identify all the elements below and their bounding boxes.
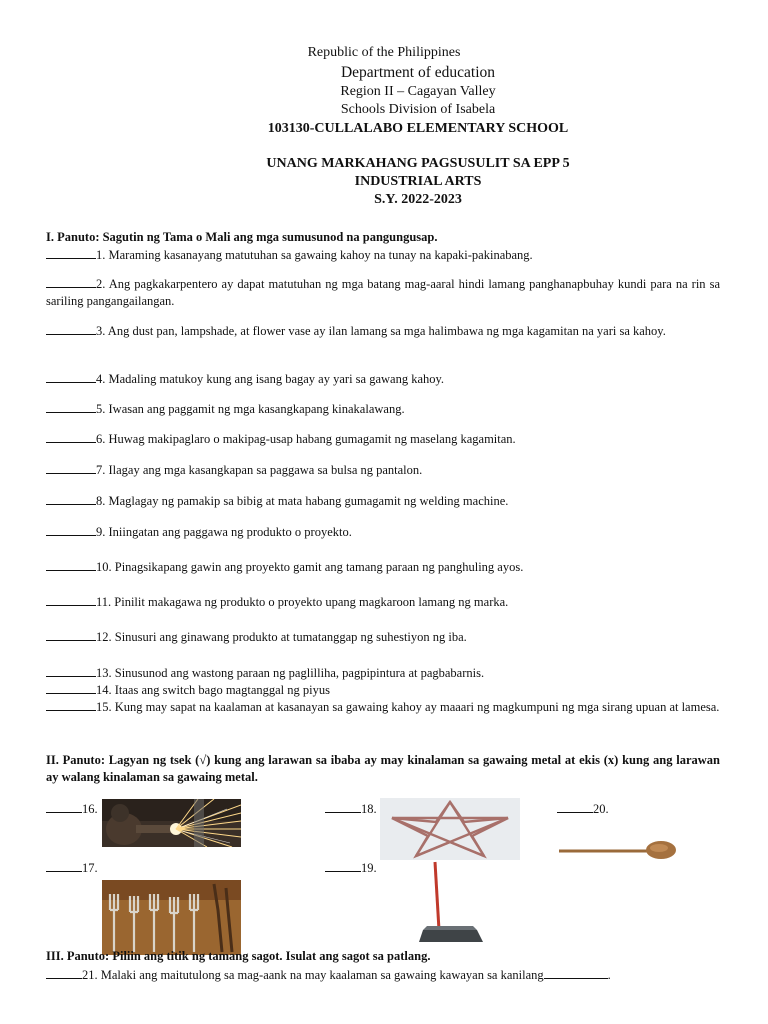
answer-blank[interactable] xyxy=(46,558,96,571)
question-17-label: 17. xyxy=(46,859,98,876)
question-21: 21. Malaki ang maitutulong sa mag-aank na may kaalaman sa gawaing kawayan sa kanilang . xyxy=(46,966,720,984)
question-14: 14. Itaas ang switch bago magtanggal ng piyus xyxy=(46,681,720,699)
answer-blank[interactable] xyxy=(46,966,82,979)
part3-instruction: III. Panuto: Piliin ang titik ng tamang sagot. Isulat ang sagot sa patlang. xyxy=(46,949,431,963)
forks-image xyxy=(102,880,241,955)
question-7: 7. Ilagay ang mga kasangkapan sa paggawa sa bulsa ng pantalon. xyxy=(46,461,720,479)
wooden-spoon-image xyxy=(555,835,680,867)
header-republic: Republic of the Philippines xyxy=(307,45,461,60)
exam-title: UNANG MARKAHANG PAGSUSULIT SA EPP 5 xyxy=(266,156,570,171)
answer-blank[interactable] xyxy=(46,681,96,694)
answer-blank[interactable] xyxy=(46,492,96,505)
answer-blank[interactable] xyxy=(46,593,96,606)
answer-blank[interactable] xyxy=(46,430,96,443)
question-3: 3. Ang dust pan, lampshade, at flower vase ay ilan lamang sa mga halimbawa ng mga kagamitan na yari sa kahoy. xyxy=(46,322,720,340)
question-16-label: 16. xyxy=(46,800,98,817)
exam-school-year: S.Y. 2022-2023 xyxy=(374,192,462,207)
question-20-label: 20. xyxy=(557,800,609,817)
answer-blank[interactable] xyxy=(46,400,96,413)
question-4: 4. Madaling matukoy kung ang isang bagay ay yari sa gawang kahoy. xyxy=(46,370,720,388)
welding-image xyxy=(102,799,241,847)
question-1: 1. Maraming kasanayang matutuhan sa gawaing kahoy na tunay na kapaki-pakinabang. xyxy=(46,246,720,264)
question-19-label: 19. xyxy=(325,859,377,876)
header-division: Schools Division of Isabela xyxy=(340,102,496,117)
answer-blank[interactable] xyxy=(46,523,96,536)
question-6: 6. Huwag makipaglaro o makipag-usap habang gumagamit ng maselang kagamitan. xyxy=(46,430,720,448)
answer-blank[interactable] xyxy=(46,322,96,335)
school-name: 103130-CULLALABO ELEMENTARY SCHOOL xyxy=(267,121,569,136)
header-department: Department of education xyxy=(340,64,496,81)
question-9: 9. Iniingatan ang paggawa ng produkto o proyekto. xyxy=(46,523,720,541)
question-8: 8. Maglagay ng pamakip sa bibig at mata habang gumagamit ng welding machine. xyxy=(46,492,720,510)
question-13: 13. Sinusunod ang wastong paraan ng paglilliha, pagpipintura at pagbabarnis. xyxy=(46,664,720,682)
answer-blank[interactable] xyxy=(544,966,608,979)
answer-blank[interactable] xyxy=(46,461,96,474)
exam-subject: INDUSTRIAL ARTS xyxy=(354,174,482,189)
part1-instruction: I. Panuto: Sagutin ng Tama o Mali ang mga sumusunod na pangungusap. xyxy=(46,230,438,244)
star-frame-image xyxy=(380,798,520,860)
question-2: 2. Ang pagkakarpentero ay dapat matutuhan ng mga batang mag-aaral hindi lamang panghanapbuhay kundi para na rin sa sariling pangangailangan. xyxy=(46,277,720,308)
answer-blank[interactable] xyxy=(46,859,82,872)
answer-blank[interactable] xyxy=(46,246,96,259)
question-5: 5. Iwasan ang paggamit ng mga kasangkapang kinakalawang. xyxy=(46,400,720,418)
answer-blank[interactable] xyxy=(46,370,96,383)
question-15: 15. Kung may sapat na kaalaman at kasanayan sa gawaing kahoy ay maaari ng magkumpuni ng mga sirang upuan at lamesa. xyxy=(46,698,720,716)
answer-blank[interactable] xyxy=(325,800,361,813)
header-region: Region II – Cagayan Valley xyxy=(340,84,496,99)
answer-blank[interactable] xyxy=(46,628,96,641)
question-18-label: 18. xyxy=(325,800,377,817)
answer-blank[interactable] xyxy=(557,800,593,813)
answer-blank[interactable] xyxy=(325,859,361,872)
question-12: 12. Sinusuri ang ginawang produkto at tumatanggap ng suhestiyon ng iba. xyxy=(46,628,720,646)
question-11: 11. Pinilit makagawa ng produkto o proyekto upang magkaroon lamang ng marka. xyxy=(46,593,720,611)
question-10: 10. Pinagsikapang gawin ang proyekto gamit ang tamang paraan ng panghuling ayos. xyxy=(46,558,720,576)
part2-instruction: II. Panuto: Lagyan ng tsek (√) kung ang larawan sa ibaba ay may kinalaman sa gawaing metal at ekis (x) kung ang larawan ay walang kinalaman sa gawaing metal. xyxy=(46,753,720,784)
answer-blank[interactable] xyxy=(46,275,96,288)
dust-pan-image xyxy=(383,860,523,945)
answer-blank[interactable] xyxy=(46,800,82,813)
answer-blank[interactable] xyxy=(46,664,96,677)
answer-blank[interactable] xyxy=(46,698,96,711)
